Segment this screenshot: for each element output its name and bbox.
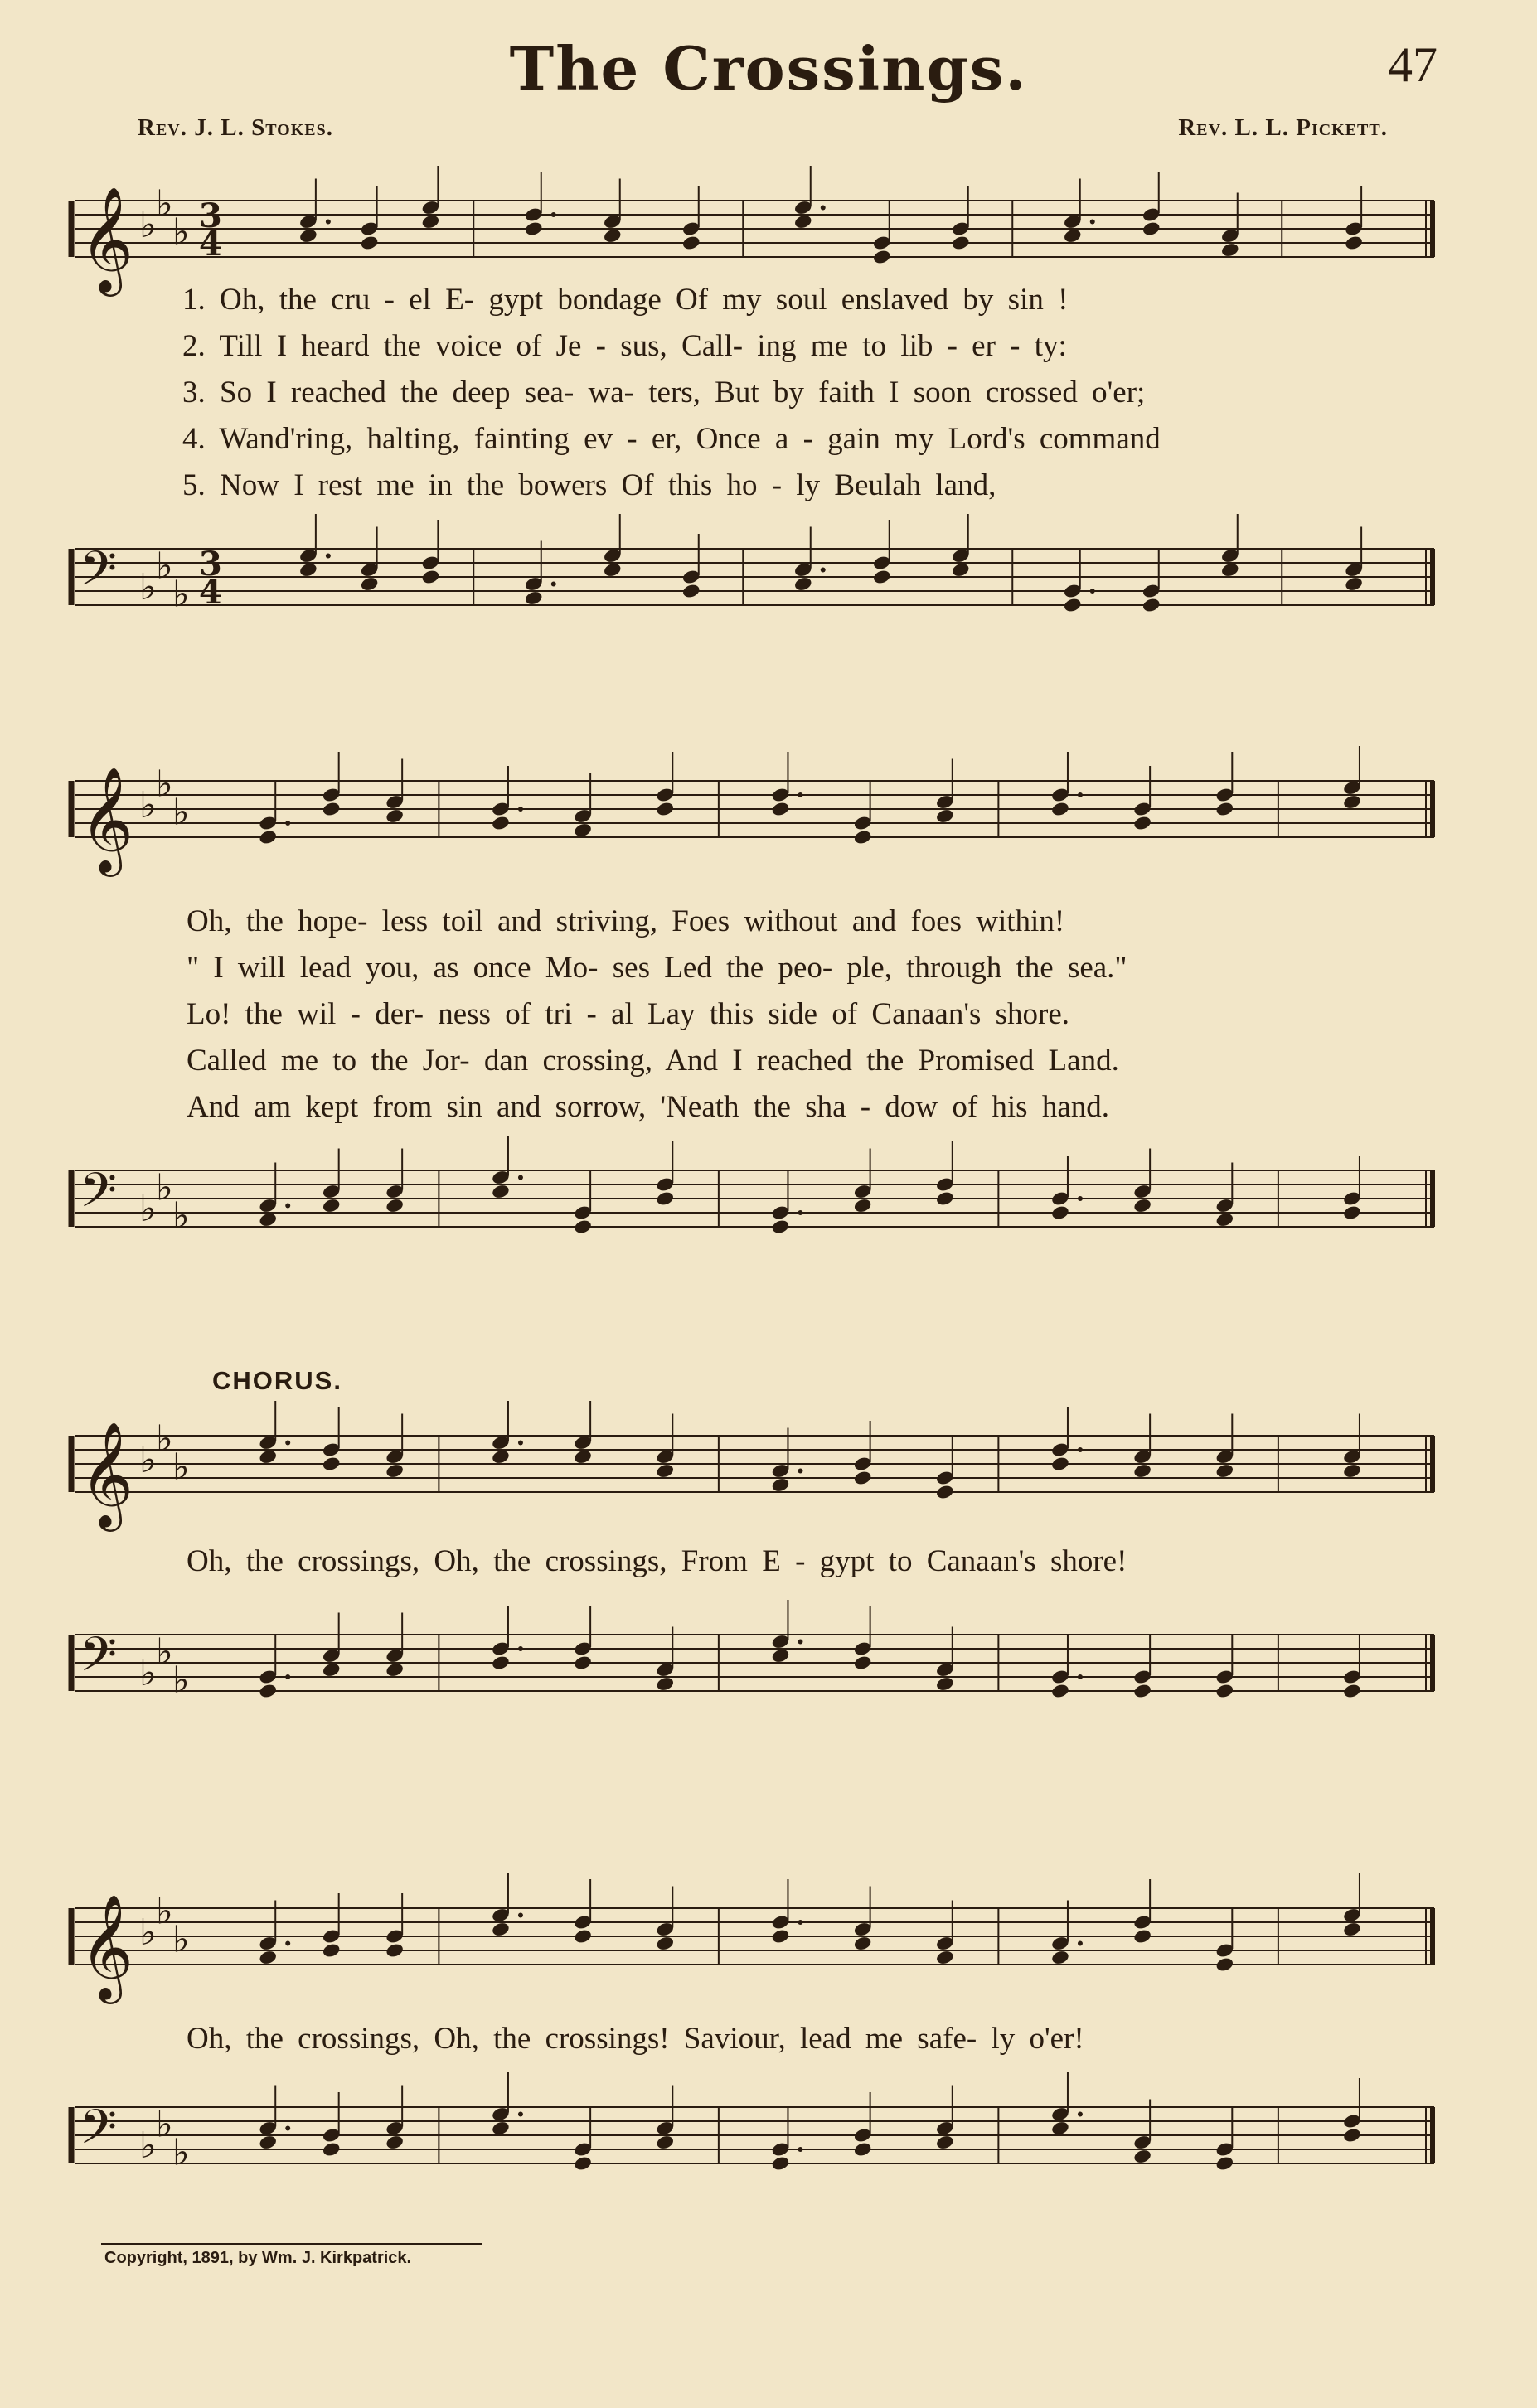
flat-icon: ♭ (139, 1652, 157, 1694)
note-head (1342, 1921, 1362, 1938)
note-head (771, 801, 791, 817)
note-head (1342, 794, 1362, 811)
note-head (1142, 220, 1161, 237)
verse-2-line-b: " I will lead you, as once Mo- ses Led the peo- ple, through the sea." (187, 951, 1127, 985)
flat-icon: ♭ (172, 211, 190, 254)
flat-icon: ♭ (139, 2125, 157, 2167)
copyright-rule (101, 2243, 482, 2245)
note-head (1132, 1928, 1152, 1945)
flat-icon: ♭ (139, 1911, 157, 1954)
dot (798, 792, 802, 797)
note-head (385, 808, 405, 825)
note-head (322, 1662, 342, 1679)
note-head (258, 1950, 278, 1966)
note-head (573, 1655, 593, 1671)
note-head (491, 1184, 511, 1200)
note-head (1063, 228, 1083, 245)
bass-staff-3 (58, 1600, 1451, 1766)
note-head (573, 822, 593, 839)
note-head (853, 1470, 873, 1486)
note-head (951, 562, 971, 579)
note-head (258, 1212, 278, 1228)
treble-staff-2 (58, 746, 1451, 912)
note-head (573, 2155, 593, 2172)
note-head (524, 220, 544, 237)
note-head (853, 1198, 873, 1214)
dot (551, 582, 556, 587)
verse-5-line-a: 5. Now I rest me in the bowers Of this ho - ly Beulah land, (182, 468, 996, 502)
note-head (1215, 801, 1235, 817)
time-signature-top: 3 (199, 196, 222, 235)
note-head (1342, 1204, 1362, 1221)
note-head (360, 576, 380, 593)
note-head (1050, 1204, 1070, 1221)
bass-staff-4 (58, 2072, 1451, 2230)
note-head (1220, 242, 1240, 259)
lyricist-credit: Rev. J. L. Stokes. (138, 114, 334, 141)
note-head (385, 1942, 405, 1959)
flat-icon: ♭ (139, 784, 157, 826)
note-head (771, 1477, 791, 1494)
bass-clef-icon: 𝄢 (80, 1162, 118, 1230)
verse-5-line-b: And am kept from sin and sorrow, 'Neath the sha - dow of his hand. (187, 1090, 1110, 1124)
flat-icon: ♭ (156, 1166, 173, 1209)
note-head (573, 1449, 593, 1466)
note-head (603, 562, 623, 579)
dot (798, 1920, 802, 1925)
note-head (524, 590, 544, 607)
bass-clef-icon: 𝄢 (80, 540, 118, 608)
dot (285, 1441, 290, 1446)
bass-staff-1 (58, 514, 1451, 655)
time-signature-bottom: 4 (199, 225, 222, 264)
dot (326, 220, 331, 225)
dot (518, 1441, 523, 1446)
note-head (935, 1190, 955, 1207)
note-head (656, 1190, 676, 1207)
note-head (1132, 1463, 1152, 1480)
note-head (491, 1921, 511, 1938)
dot (798, 2147, 802, 2152)
note-head (385, 1463, 405, 1480)
verse-3-line-b: Lo! the wil - der- ness of tri - al Lay this side of Canaan's shore. (187, 997, 1070, 1031)
flat-icon: ♭ (172, 1659, 190, 1702)
note-head (935, 808, 955, 825)
note-head (1215, 1683, 1235, 1699)
chorus-label: CHORUS. (212, 1366, 342, 1395)
note-head (298, 228, 318, 245)
note-head (1220, 562, 1240, 579)
flat-icon: ♭ (172, 1194, 190, 1238)
dot (821, 206, 826, 211)
bass-clef-icon: 𝄢 (80, 2099, 118, 2167)
note-head (681, 235, 701, 251)
note-head (771, 1219, 791, 1235)
note-head (935, 2134, 955, 2151)
flat-icon: ♭ (139, 204, 157, 246)
note-head (1132, 815, 1152, 831)
note-head (385, 2134, 405, 2151)
dot (1078, 1941, 1083, 1946)
flat-icon: ♭ (172, 573, 190, 616)
note-head (935, 1676, 955, 1693)
note-head (1342, 1463, 1362, 1480)
treble-clef-icon: 𝄞 (80, 766, 134, 872)
note-head (258, 1683, 278, 1699)
dot (798, 1210, 802, 1215)
dot (518, 1913, 523, 1918)
music-system-4 (58, 1873, 1451, 2230)
note-head (935, 1950, 955, 1966)
note-head (258, 2134, 278, 2151)
flat-icon: ♭ (156, 1417, 173, 1461)
note-head (656, 1463, 676, 1480)
flat-icon: ♭ (156, 2103, 173, 2146)
note-head (656, 801, 676, 817)
flat-icon: ♭ (156, 763, 173, 806)
bass-staff-2 (58, 1136, 1451, 1301)
treble-clef-icon: 𝄞 (80, 1421, 134, 1527)
dot (518, 2112, 523, 2117)
note-head (258, 1449, 278, 1466)
dot (1078, 1447, 1083, 1452)
note-head (385, 1662, 405, 1679)
note-head (360, 235, 380, 251)
note-head (1344, 235, 1364, 251)
music-system-3 (58, 1401, 1451, 1774)
flat-icon: ♭ (139, 566, 157, 608)
note-head (322, 2141, 342, 2158)
note-head (491, 1655, 511, 1671)
note-head (853, 829, 873, 845)
note-head (1050, 1683, 1070, 1699)
flat-icon: ♭ (172, 791, 190, 834)
verse-4-line-a: 4. Wand'ring, halting, fainting ev - er, Once a - gain my Lord's command (182, 422, 1161, 456)
note-head (793, 214, 813, 230)
time-signature-bottom: 4 (199, 573, 222, 612)
note-head (872, 569, 892, 585)
flat-icon: ♭ (139, 1188, 157, 1230)
note-head (656, 2134, 676, 2151)
note-head (1050, 801, 1070, 817)
dot (518, 1646, 523, 1651)
music-system-2 (58, 746, 1451, 1243)
dot (1090, 220, 1095, 225)
note-head (573, 1928, 593, 1945)
dot (1078, 1196, 1083, 1201)
dot (285, 821, 290, 826)
note-head (1342, 1683, 1362, 1699)
note-head (771, 1648, 791, 1664)
note-head (421, 569, 441, 585)
note-head (853, 2141, 873, 2158)
page-number: 47 (1388, 37, 1438, 92)
note-head (258, 829, 278, 845)
composer-credit: Rev. L. L. Pickett. (1178, 114, 1388, 141)
dot (1090, 589, 1095, 594)
note-head (771, 1928, 791, 1945)
note-head (1215, 1212, 1235, 1228)
dot (285, 1674, 290, 1679)
dot (551, 212, 556, 217)
bass-clef-icon: 𝄢 (80, 1626, 118, 1694)
note-head (681, 583, 701, 599)
dot (285, 1941, 290, 1946)
treble-clef-icon: 𝄞 (80, 186, 134, 292)
note-head (573, 1219, 593, 1235)
note-head (793, 576, 813, 593)
dot (1078, 792, 1083, 797)
note-head (1063, 597, 1083, 613)
note-head (853, 1936, 873, 1952)
note-head (298, 562, 318, 579)
dot (518, 807, 523, 812)
note-head (872, 249, 892, 265)
note-head (1050, 1456, 1070, 1472)
note-head (1050, 2120, 1070, 2137)
note-head (935, 1484, 955, 1500)
note-head (1050, 1950, 1070, 1966)
note-head (1215, 1956, 1235, 1973)
note-head (385, 1198, 405, 1214)
note-head (1142, 597, 1161, 613)
note-head (322, 801, 342, 817)
note-head (656, 1936, 676, 1952)
dot (798, 1469, 802, 1474)
note-head (1342, 2127, 1362, 2144)
dot (1078, 2112, 1083, 2117)
dot (326, 554, 331, 559)
note-head (491, 1449, 511, 1466)
copyright-notice: Copyright, 1891, by Wm. J. Kirkpatrick. (104, 2249, 412, 2267)
dot (798, 1640, 802, 1645)
note-head (1132, 1683, 1152, 1699)
flat-icon: ♭ (156, 1630, 173, 1674)
note-head (1132, 2149, 1152, 2165)
note-head (853, 1655, 873, 1671)
note-head (951, 235, 971, 251)
flat-icon: ♭ (172, 1446, 190, 1489)
treble-staff-3 (58, 1401, 1451, 1567)
dot (518, 1175, 523, 1180)
flat-icon: ♭ (172, 1918, 190, 1961)
time-signature-top: 3 (199, 545, 222, 584)
note-head (491, 2120, 511, 2137)
note-head (322, 1942, 342, 1959)
verse-4-line-b: Called me to the Jor- dan crossing, And I reached the Promised Land. (187, 1044, 1119, 1078)
flat-icon: ♭ (139, 1439, 157, 1481)
verse-1-line-a: 1. Oh, the cru - el E- gypt bondage Of my soul enslaved by sin ! (182, 283, 1069, 317)
hymn-title: The Crossings. (509, 33, 1028, 104)
note-head (771, 2155, 791, 2172)
dot (285, 2126, 290, 2131)
dot (1078, 1674, 1083, 1679)
flat-icon: ♭ (156, 182, 173, 225)
note-head (491, 815, 511, 831)
flat-icon: ♭ (156, 1890, 173, 1933)
verse-2-line-a: 2. Till I heard the voice of Je - sus, Call- ing me to lib - er - ty: (182, 329, 1067, 363)
treble-staff-4 (58, 1873, 1451, 2039)
chorus-line-1: Oh, the crossings, Oh, the crossings, From E - gypt to Canaan's shore! (187, 1544, 1127, 1578)
note-head (421, 214, 441, 230)
verse-1-line-b: Oh, the hope- less toil and striving, Foes without and foes within! (187, 904, 1065, 938)
chorus-line-2: Oh, the crossings, Oh, the crossings! Saviour, lead me safe- ly o'er! (187, 2022, 1084, 2056)
note-head (1344, 576, 1364, 593)
note-head (603, 228, 623, 245)
verse-3-line-a: 3. So I reached the deep sea- wa- ters, But by faith I soon crossed o'er; (182, 375, 1146, 409)
note-head (1132, 1198, 1152, 1214)
note-head (1215, 2155, 1235, 2172)
dot (821, 568, 826, 573)
note-head (656, 1676, 676, 1693)
note-head (322, 1198, 342, 1214)
treble-clef-icon: 𝄞 (80, 1893, 134, 1999)
note-head (1215, 1463, 1235, 1480)
flat-icon: ♭ (172, 2131, 190, 2174)
note-head (322, 1456, 342, 1472)
flat-icon: ♭ (156, 545, 173, 588)
music-system-1 (58, 166, 1451, 630)
dot (285, 1204, 290, 1209)
